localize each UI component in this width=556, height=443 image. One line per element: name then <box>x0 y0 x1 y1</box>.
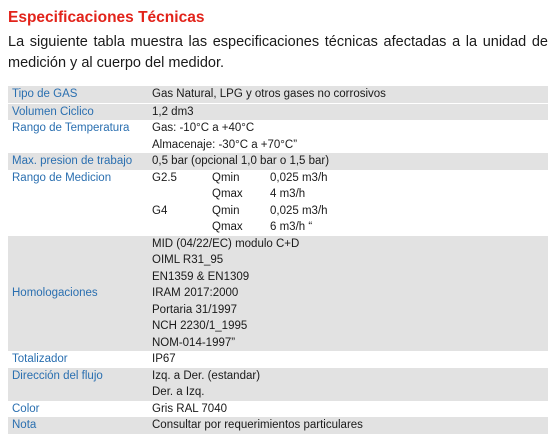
table-row-tipo-gas <box>8 86 548 103</box>
value-line: Der. a Izq. <box>152 386 205 398</box>
value-line: OIML R31_95 <box>152 254 224 266</box>
flow-value: 4 m3/h <box>270 188 306 200</box>
row-label: Volumen Ciclico <box>8 103 148 120</box>
row-value <box>148 368 548 401</box>
row-value: IP67 <box>152 353 176 365</box>
row-value: 1,2 dm3 <box>148 103 548 120</box>
table-row-totalizador <box>8 351 548 368</box>
value-line: Almacenaje: -30°C a +70°C” <box>152 138 298 151</box>
row-value: 0,5 bar (opcional 1,0 bar o 1,5 bar) <box>148 153 548 170</box>
row-value <box>148 236 548 352</box>
row-label: Color <box>12 402 40 415</box>
table-row-homologaciones <box>8 236 548 352</box>
table-row-temperatura <box>8 120 548 153</box>
row-label: Rango de Medicion <box>12 171 112 184</box>
table-row-nota <box>8 417 548 434</box>
value-line: Izq. a Der. (estandar) <box>152 369 261 382</box>
specifications-table <box>8 86 548 434</box>
model-name <box>152 186 212 203</box>
row-label: Rango de Temperatura <box>12 122 130 134</box>
value-line: Gas: -10°C a +40°C <box>152 122 255 134</box>
row-value: Gris RAL 7040 <box>152 402 227 415</box>
flow-type: Qmax <box>212 188 243 200</box>
flow-type: Qmin <box>212 171 240 184</box>
model-name: G2.5 <box>152 171 177 184</box>
flow-value: 0,025 m3/h <box>270 171 328 184</box>
model-name: G4 <box>152 204 168 217</box>
value-line: MID (04/22/EC) modulo C+D <box>152 237 300 250</box>
row-label: Nota <box>8 417 148 434</box>
flow-type: Qmin <box>212 204 240 217</box>
model-name <box>152 219 212 236</box>
table-row-flujo <box>8 368 548 401</box>
row-label: Dirección del flujo <box>8 368 148 401</box>
table-row-color <box>8 401 548 418</box>
value-line: NOM-014-1997” <box>152 336 236 349</box>
flow-value: 6 m3/h “ <box>270 221 313 233</box>
value-line: Portaria 31/1997 <box>152 303 238 316</box>
row-label: Max. presion de trabajo <box>8 153 148 170</box>
value-line: EN1359 & EN1309 <box>152 270 250 283</box>
table-row-medicion <box>8 170 548 236</box>
flow-type: Qmax <box>212 221 243 233</box>
row-value <box>148 120 548 153</box>
row-value: Consultar por requerimientos particulares <box>148 417 548 434</box>
row-label: Tipo de GAS <box>8 86 148 103</box>
row-value: Gas Natural, LPG y otros gases no corrosivos <box>148 86 548 103</box>
flow-value: 0,025 m3/h <box>270 204 328 217</box>
table-row-presion <box>8 153 548 170</box>
table-row-volumen <box>8 103 548 120</box>
row-value <box>148 170 548 236</box>
row-label: Homologaciones <box>8 236 148 352</box>
intro-paragraph: La siguiente tabla muestra las especificaciones técnicas afectadas a la unidad de medición y al cuerpo del medidor. <box>8 34 548 71</box>
value-line: IRAM 2017:2000 <box>152 287 239 299</box>
row-label: Totalizador <box>12 353 68 365</box>
section-title: Especificaciones Técnicas <box>8 9 205 26</box>
value-line: NCH 2230/1_1995 <box>152 320 248 332</box>
